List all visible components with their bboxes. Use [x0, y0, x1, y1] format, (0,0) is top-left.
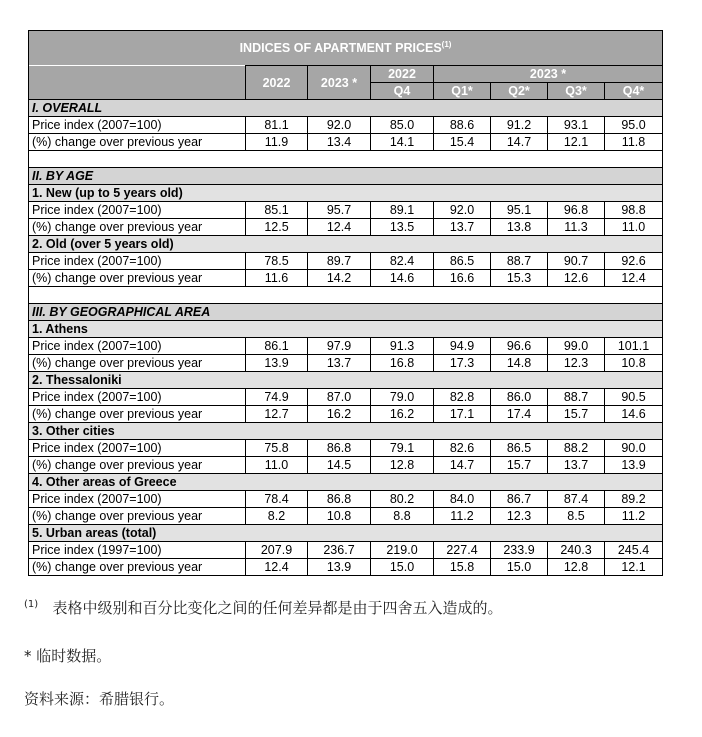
value-cell: 95.0	[605, 117, 663, 134]
row-label: Price index (2007=100)	[29, 389, 246, 406]
group-header-row	[29, 423, 663, 440]
value-cell: 12.3	[548, 355, 605, 372]
value-cell: 17.3	[434, 355, 491, 372]
value-cell: 89.7	[308, 253, 371, 270]
row-label: (%) change over previous year	[29, 508, 246, 525]
value-cell: 16.2	[371, 406, 434, 423]
value-cell: 11.3	[548, 219, 605, 236]
table-row	[29, 253, 663, 270]
value-cell: 82.4	[371, 253, 434, 270]
value-cell: 12.8	[548, 559, 605, 576]
value-cell: 81.1	[246, 117, 308, 134]
row-label: (%) change over previous year	[29, 219, 246, 236]
header-group-2022: 2022	[371, 66, 434, 83]
value-cell: 95.1	[491, 202, 548, 219]
section-spacer	[29, 287, 663, 304]
value-cell: 16.6	[434, 270, 491, 287]
header-q2-2023: Q2*	[491, 83, 548, 100]
row-label: (%) change over previous year	[29, 406, 246, 423]
table-row	[29, 219, 663, 236]
value-cell: 92.6	[605, 253, 663, 270]
table-row	[29, 389, 663, 406]
value-cell: 79.1	[371, 440, 434, 457]
group-header-row	[29, 525, 663, 542]
value-cell: 11.0	[605, 219, 663, 236]
spacer-cell	[29, 151, 663, 168]
value-cell: 97.9	[308, 338, 371, 355]
value-cell: 8.8	[371, 508, 434, 525]
table-row	[29, 355, 663, 372]
value-cell: 13.9	[605, 457, 663, 474]
value-cell: 85.1	[246, 202, 308, 219]
value-cell: 11.9	[246, 134, 308, 151]
section-header-row	[29, 168, 663, 185]
value-cell: 96.8	[548, 202, 605, 219]
row-label: Price index (2007=100)	[29, 338, 246, 355]
value-cell: 78.4	[246, 491, 308, 508]
value-cell: 12.6	[548, 270, 605, 287]
value-cell: 15.3	[491, 270, 548, 287]
table-row	[29, 270, 663, 287]
value-cell: 12.4	[308, 219, 371, 236]
group-header-row	[29, 474, 663, 491]
footnote-rounding	[24, 597, 503, 618]
value-cell: 14.2	[308, 270, 371, 287]
row-label: (%) change over previous year	[29, 457, 246, 474]
table-row	[29, 440, 663, 457]
row-label: Price index (2007=100)	[29, 202, 246, 219]
value-cell: 86.8	[308, 440, 371, 457]
row-label: Price index (2007=100)	[29, 491, 246, 508]
value-cell: 92.0	[308, 117, 371, 134]
value-cell: 87.0	[308, 389, 371, 406]
group-header-row	[29, 185, 663, 202]
group-title: 4. Other areas of Greece	[29, 474, 663, 491]
table-row	[29, 457, 663, 474]
value-cell: 11.2	[605, 508, 663, 525]
row-label: (%) change over previous year	[29, 355, 246, 372]
value-cell: 84.0	[434, 491, 491, 508]
value-cell: 88.7	[548, 389, 605, 406]
footnote-rounding-text: 表格中级别和百分比变化之间的任何差异都是由于四舍五入造成的。	[52, 599, 503, 617]
value-cell: 11.0	[246, 457, 308, 474]
value-cell: 91.2	[491, 117, 548, 134]
value-cell: 12.1	[605, 559, 663, 576]
row-label: Price index (2007=100)	[29, 253, 246, 270]
value-cell: 10.8	[308, 508, 371, 525]
value-cell: 245.4	[605, 542, 663, 559]
value-cell: 8.5	[548, 508, 605, 525]
header-q4-2022: Q4	[371, 83, 434, 100]
table-title: INDICES OF APARTMENT PRICES$^{(1)}$	[29, 31, 663, 66]
row-label: (%) change over previous year	[29, 134, 246, 151]
value-cell: 12.3	[491, 508, 548, 525]
header-q3-2023: Q3*	[548, 83, 605, 100]
value-cell: 227.4	[434, 542, 491, 559]
table-row	[29, 117, 663, 134]
group-header-row	[29, 321, 663, 338]
value-cell: 87.4	[548, 491, 605, 508]
title-footnote-marker: (1)	[441, 39, 452, 49]
row-label: (%) change over previous year	[29, 559, 246, 576]
section-title: III. BY GEOGRAPHICAL AREA	[29, 304, 663, 321]
group-header-row	[29, 236, 663, 253]
value-cell: 88.7	[491, 253, 548, 270]
value-cell: 98.8	[605, 202, 663, 219]
value-cell: 88.2	[548, 440, 605, 457]
section-title: II. BY AGE	[29, 168, 663, 185]
value-cell: 86.5	[491, 440, 548, 457]
value-cell: 99.0	[548, 338, 605, 355]
row-label: Price index (2007=100)	[29, 117, 246, 134]
footnote-marker: (1)	[24, 599, 39, 610]
value-cell: 219.0	[371, 542, 434, 559]
value-cell: 15.8	[434, 559, 491, 576]
value-cell: 86.0	[491, 389, 548, 406]
value-cell: 233.9	[491, 542, 548, 559]
value-cell: 13.7	[308, 355, 371, 372]
value-cell: 15.0	[371, 559, 434, 576]
value-cell: 15.7	[548, 406, 605, 423]
value-cell: 75.8	[246, 440, 308, 457]
table-row	[29, 491, 663, 508]
section-header-row	[29, 304, 663, 321]
value-cell: 17.1	[434, 406, 491, 423]
value-cell: 82.8	[434, 389, 491, 406]
value-cell: 14.8	[491, 355, 548, 372]
value-cell: 16.8	[371, 355, 434, 372]
group-title: 1. New (up to 5 years old)	[29, 185, 663, 202]
table-row	[29, 134, 663, 151]
value-cell: 11.6	[246, 270, 308, 287]
table-row	[29, 508, 663, 525]
value-cell: 88.6	[434, 117, 491, 134]
value-cell: 15.4	[434, 134, 491, 151]
table-row	[29, 338, 663, 355]
group-title: 3. Other cities	[29, 423, 663, 440]
header-group-2023: 2023 *	[434, 66, 663, 83]
value-cell: 79.0	[371, 389, 434, 406]
row-label: (%) change over previous year	[29, 270, 246, 287]
value-cell: 93.1	[548, 117, 605, 134]
row-label: Price index (2007=100)	[29, 440, 246, 457]
table-row	[29, 406, 663, 423]
section-header-row	[29, 100, 663, 117]
value-cell: 12.4	[605, 270, 663, 287]
header-year-2023: 2023 *	[308, 66, 371, 100]
value-cell: 14.6	[371, 270, 434, 287]
value-cell: 101.1	[605, 338, 663, 355]
header-q4-2023: Q4*	[605, 83, 663, 100]
footnote-source: 资料来源：希腊银行。	[24, 690, 175, 708]
value-cell: 12.4	[246, 559, 308, 576]
value-cell: 14.5	[308, 457, 371, 474]
value-cell: 14.7	[491, 134, 548, 151]
value-cell: 74.9	[246, 389, 308, 406]
value-cell: 12.7	[246, 406, 308, 423]
value-cell: 80.2	[371, 491, 434, 508]
value-cell: 16.2	[308, 406, 371, 423]
value-cell: 13.8	[491, 219, 548, 236]
value-cell: 94.9	[434, 338, 491, 355]
value-cell: 90.5	[605, 389, 663, 406]
footnote-provisional: * 临时数据。	[24, 647, 112, 665]
value-cell: 95.7	[308, 202, 371, 219]
value-cell: 207.9	[246, 542, 308, 559]
value-cell: 82.6	[434, 440, 491, 457]
header-year-2022: 2022	[246, 66, 308, 100]
section-title: I. OVERALL	[29, 100, 663, 117]
value-cell: 12.1	[548, 134, 605, 151]
value-cell: 8.2	[246, 508, 308, 525]
table-row	[29, 202, 663, 219]
apartment-price-table	[28, 30, 663, 576]
value-cell: 86.1	[246, 338, 308, 355]
group-title: 2. Thessaloniki	[29, 372, 663, 389]
group-header-row	[29, 372, 663, 389]
value-cell: 89.2	[605, 491, 663, 508]
value-cell: 13.9	[308, 559, 371, 576]
group-title: 5. Urban areas (total)	[29, 525, 663, 542]
spacer-cell	[29, 287, 663, 304]
value-cell: 96.6	[491, 338, 548, 355]
value-cell: 14.7	[434, 457, 491, 474]
value-cell: 236.7	[308, 542, 371, 559]
value-cell: 14.1	[371, 134, 434, 151]
value-cell: 13.7	[434, 219, 491, 236]
value-cell: 86.7	[491, 491, 548, 508]
value-cell: 13.4	[308, 134, 371, 151]
value-cell: 12.5	[246, 219, 308, 236]
row-label: Price index (1997=100)	[29, 542, 246, 559]
value-cell: 240.3	[548, 542, 605, 559]
value-cell: 89.1	[371, 202, 434, 219]
table-row	[29, 559, 663, 576]
value-cell: 15.0	[491, 559, 548, 576]
value-cell: 11.8	[605, 134, 663, 151]
value-cell: 12.8	[371, 457, 434, 474]
value-cell: 13.5	[371, 219, 434, 236]
table-row	[29, 542, 663, 559]
header-blank-cell	[29, 66, 246, 100]
value-cell: 13.7	[548, 457, 605, 474]
value-cell: 86.8	[308, 491, 371, 508]
value-cell: 91.3	[371, 338, 434, 355]
value-cell: 85.0	[371, 117, 434, 134]
value-cell: 92.0	[434, 202, 491, 219]
value-cell: 13.9	[246, 355, 308, 372]
group-title: 2. Old (over 5 years old)	[29, 236, 663, 253]
section-spacer	[29, 151, 663, 168]
value-cell: 14.6	[605, 406, 663, 423]
value-cell: 17.4	[491, 406, 548, 423]
value-cell: 86.5	[434, 253, 491, 270]
value-cell: 90.7	[548, 253, 605, 270]
value-cell: 10.8	[605, 355, 663, 372]
value-cell: 90.0	[605, 440, 663, 457]
value-cell: 78.5	[246, 253, 308, 270]
header-q1-2023: Q1*	[434, 83, 491, 100]
value-cell: 11.2	[434, 508, 491, 525]
value-cell: 15.7	[491, 457, 548, 474]
group-title: 1. Athens	[29, 321, 663, 338]
